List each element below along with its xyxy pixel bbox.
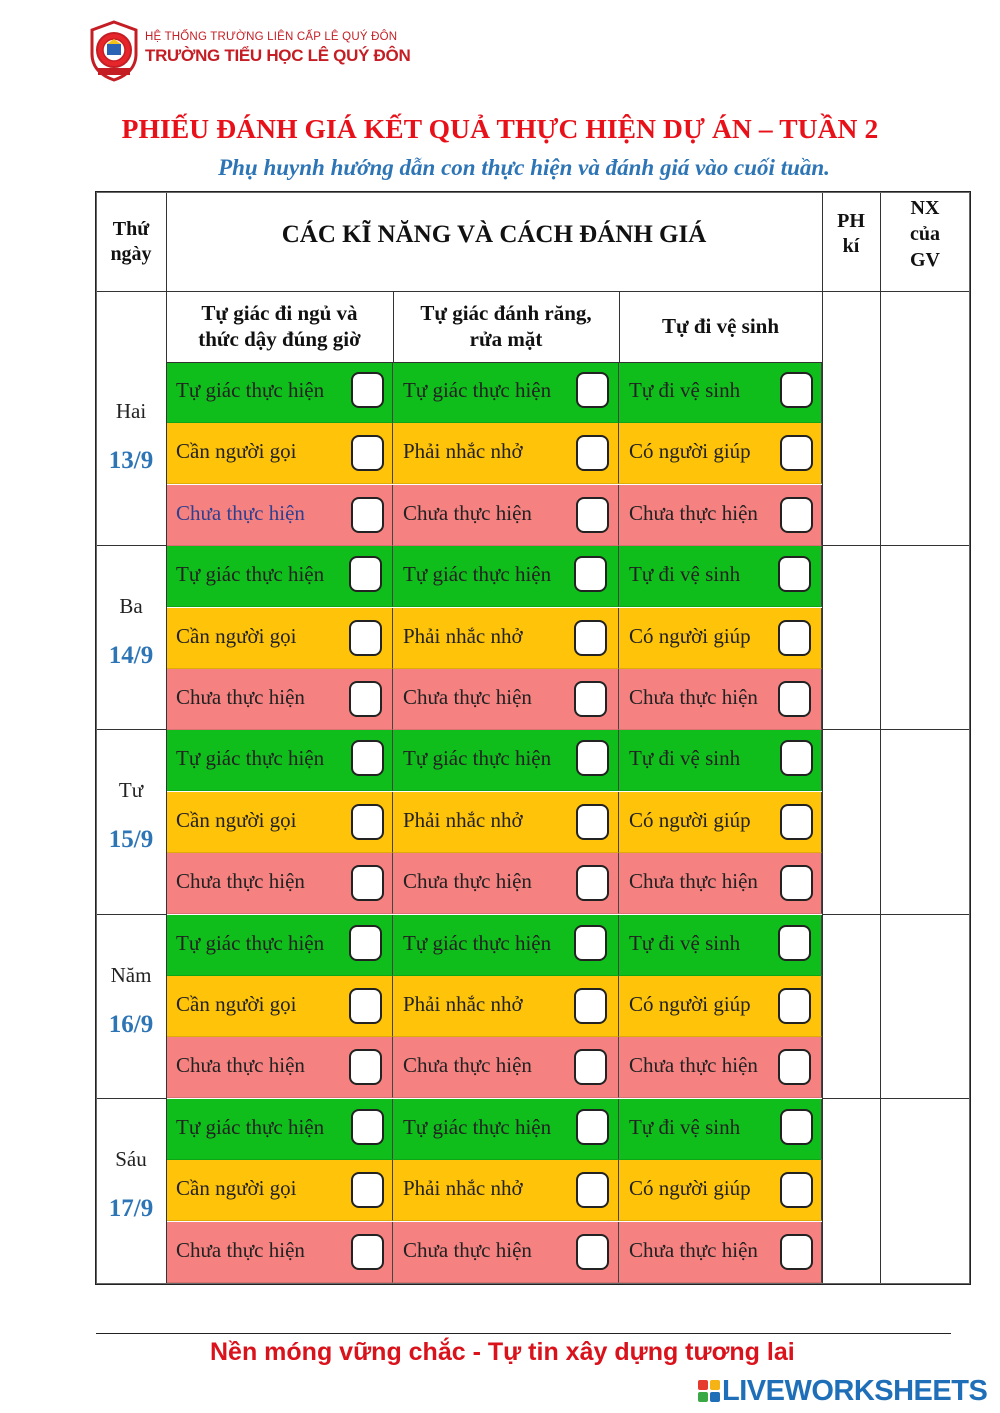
option-label: Chưa thực hiện	[403, 869, 532, 894]
table-divider	[822, 1098, 970, 1099]
day-name: Sáu	[115, 1146, 147, 1171]
header-day-line-2: ngày	[110, 242, 152, 265]
option-label: Có người giúp	[629, 992, 751, 1016]
day-name: Hai	[115, 399, 147, 423]
option-label: Chưa thực hiện	[176, 685, 305, 709]
table-divider	[96, 729, 166, 730]
answer-checkbox[interactable]	[778, 681, 811, 717]
page-subtitle: Phụ huynh hướng dẫn con thực hiện và đánh giá vào cuối tuần.	[218, 155, 830, 180]
option-label: Tự giác thực hiện	[176, 378, 325, 402]
option-label: Tự giác thực hiện	[403, 746, 552, 771]
option-label: Chưa thực hiện	[403, 1237, 532, 1262]
day-date: 14/9	[108, 642, 154, 670]
option-label: Tự giác thực hiện	[176, 746, 325, 771]
option-label: Tự đi vệ sinh	[629, 746, 741, 771]
answer-checkbox[interactable]	[780, 1234, 813, 1270]
option-label: Chưa thực hiện	[403, 1053, 532, 1078]
day-date: 16/9	[108, 1010, 154, 1038]
option-label: Cần người gọi	[176, 1176, 297, 1201]
table-divider	[166, 362, 822, 363]
option-label: Chưa thực hiện	[403, 500, 532, 525]
answer-checkbox[interactable]	[780, 804, 813, 840]
answer-checkbox[interactable]	[574, 681, 607, 717]
answer-checkbox[interactable]	[778, 925, 811, 961]
answer-checkbox[interactable]	[576, 865, 609, 901]
option-label: Phải nhắc nhở	[403, 1176, 523, 1201]
answer-checkbox[interactable]	[576, 1172, 609, 1208]
option-label: Tự giác thực hiện	[176, 930, 325, 955]
option-label: Phải nhắc nhở	[403, 992, 523, 1016]
answer-checkbox[interactable]	[351, 740, 384, 776]
header-teacher-line-1: NX	[910, 197, 940, 219]
answer-checkbox[interactable]	[780, 1172, 813, 1208]
option-label: Tự giác thực hiện	[176, 1114, 325, 1139]
option-label: Chưa thực hiện	[629, 685, 758, 709]
header-parent-line-2: kí	[842, 235, 860, 257]
day-date: 13/9	[108, 447, 154, 474]
header-parent-sign	[822, 192, 880, 276]
option-label: Tự giác thực hiện	[403, 378, 552, 402]
footer-slogan: Nền móng vững chắc - Tự tin xây dựng tương lai	[210, 1338, 795, 1366]
option-label: Có người giúp	[629, 439, 751, 464]
header-day	[96, 192, 166, 291]
answer-checkbox[interactable]	[576, 372, 609, 408]
option-label: Chưa thực hiện	[176, 1053, 305, 1078]
option-label: Tự giác thực hiện	[403, 1114, 552, 1139]
skill-header-brush-line-2: rửa mặt	[469, 327, 543, 351]
answer-checkbox[interactable]	[351, 1234, 384, 1270]
table-divider	[822, 914, 970, 915]
answer-checkbox[interactable]	[576, 1109, 609, 1145]
answer-checkbox[interactable]	[576, 497, 609, 533]
table-divider	[166, 192, 167, 1285]
day-name: Ba	[119, 594, 143, 619]
answer-checkbox[interactable]	[576, 1234, 609, 1270]
option-label: Chưa thực hiện	[629, 500, 758, 525]
skill-header-sleep-line-1: Tự giác đi ngủ và	[201, 301, 358, 325]
answer-checkbox[interactable]	[780, 497, 813, 533]
option-label: Cần người gọi	[176, 992, 297, 1016]
answer-checkbox[interactable]	[349, 988, 382, 1024]
answer-checkbox[interactable]	[349, 620, 382, 656]
answer-checkbox[interactable]	[780, 372, 813, 408]
option-label: Chưa thực hiện	[176, 500, 305, 525]
skill-header-toilet	[619, 291, 822, 361]
answer-checkbox[interactable]	[576, 435, 609, 471]
option-label: Chưa thực hiện	[176, 1237, 305, 1262]
table-divider	[880, 192, 881, 1285]
option-label: Chưa thực hiện	[629, 869, 758, 894]
option-label: Cần người gọi	[176, 623, 297, 648]
footer-divider	[96, 1333, 951, 1334]
answer-checkbox[interactable]	[351, 804, 384, 840]
skill-header-brush-line-1: Tự giác đánh răng,	[420, 301, 592, 325]
option-label: Có người giúp	[629, 807, 751, 832]
table-divider	[619, 291, 620, 362]
answer-checkbox[interactable]	[351, 372, 384, 408]
answer-checkbox[interactable]	[778, 1049, 811, 1085]
option-label: Cần người gọi	[176, 439, 297, 464]
table-divider	[822, 729, 970, 730]
header-skills: CÁC KĨ NĂNG VÀ CÁCH ĐÁNH GIÁ	[281, 221, 707, 248]
answer-checkbox[interactable]	[349, 925, 382, 961]
liveworksheets-watermark: LIVEWORKSHEETS	[722, 1375, 988, 1407]
answer-checkbox[interactable]	[778, 556, 811, 592]
table-divider	[96, 545, 166, 546]
answer-checkbox[interactable]	[349, 681, 382, 717]
answer-checkbox[interactable]	[351, 435, 384, 471]
table-divider	[393, 291, 394, 362]
option-label: Chưa thực hiện	[629, 1053, 758, 1078]
option-label: Có người giúp	[629, 623, 751, 648]
answer-checkbox[interactable]	[349, 1049, 382, 1085]
option-label: Tự giác thực hiện	[403, 930, 552, 955]
option-label: Chưa thực hiện	[403, 685, 532, 709]
table-divider	[822, 192, 823, 1285]
answer-checkbox[interactable]	[574, 925, 607, 961]
day-date: 17/9	[108, 1194, 154, 1222]
answer-checkbox[interactable]	[351, 1172, 384, 1208]
header-day-line-1: Thứ	[112, 217, 150, 240]
option-label: Tự giác thực hiện	[403, 562, 552, 587]
header-parent-line-1: PH	[837, 210, 865, 232]
option-label: Phải nhắc nhở	[403, 807, 523, 832]
page-title: PHIẾU ĐÁNH GIÁ KẾT QUẢ THỰC HIỆN DỰ ÁN – TUẦN 2	[121, 113, 879, 144]
option-label: Tự giác thực hiện	[176, 562, 325, 587]
answer-checkbox[interactable]	[780, 435, 813, 471]
school-logo	[88, 20, 140, 82]
answer-checkbox[interactable]	[780, 865, 813, 901]
table-divider	[822, 545, 970, 546]
answer-checkbox[interactable]	[574, 556, 607, 592]
day-date: 15/9	[108, 826, 154, 854]
skill-header-brush-teeth	[393, 291, 619, 361]
table-divider	[96, 914, 166, 915]
answer-checkbox[interactable]	[351, 865, 384, 901]
day-name: Năm	[110, 962, 152, 987]
option-label: Tự đi vệ sinh	[629, 1114, 741, 1139]
school-name: TRƯỜNG TIỂU HỌC LÊ QUÝ ĐÔN	[145, 46, 411, 65]
answer-checkbox[interactable]	[351, 497, 384, 533]
header-teacher-line-3: GV	[910, 249, 940, 271]
answer-checkbox[interactable]	[349, 556, 382, 592]
option-label: Có người giúp	[629, 1176, 751, 1201]
header-teacher-line-2: của	[910, 223, 940, 245]
day-name: Tư	[118, 778, 144, 803]
option-label: Cần người gọi	[176, 807, 297, 832]
table-divider	[96, 1098, 166, 1099]
option-label: Tự đi vệ sinh	[629, 562, 741, 587]
answer-checkbox[interactable]	[576, 804, 609, 840]
liveworksheets-logo-icon	[698, 1380, 720, 1402]
option-label: Tự đi vệ sinh	[629, 930, 741, 955]
option-label: Chưa thực hiện	[176, 869, 305, 894]
school-system-name: HỆ THỐNG TRƯỜNG LIÊN CẤP LÊ QUÝ ĐÔN	[145, 31, 398, 43]
table-divider	[96, 291, 970, 292]
option-label: Phải nhắc nhở	[403, 623, 523, 648]
skill-header-sleep-line-2: thức dậy đúng giờ	[198, 327, 361, 351]
answer-checkbox[interactable]	[780, 1109, 813, 1145]
option-label: Chưa thực hiện	[629, 1237, 758, 1262]
answer-checkbox[interactable]	[576, 740, 609, 776]
skill-header-sleep	[166, 291, 393, 361]
header-teacher-comment	[880, 192, 970, 276]
answer-checkbox[interactable]	[778, 988, 811, 1024]
option-label: Phải nhắc nhở	[403, 439, 523, 464]
answer-checkbox[interactable]	[574, 988, 607, 1024]
answer-checkbox[interactable]	[780, 740, 813, 776]
answer-checkbox[interactable]	[351, 1109, 384, 1145]
answer-checkbox[interactable]	[574, 1049, 607, 1085]
skill-header-toilet-line-1: Tự đi vệ sinh	[661, 314, 780, 338]
option-label: Tự đi vệ sinh	[629, 378, 741, 402]
answer-checkbox[interactable]	[574, 620, 607, 656]
answer-checkbox[interactable]	[778, 620, 811, 656]
